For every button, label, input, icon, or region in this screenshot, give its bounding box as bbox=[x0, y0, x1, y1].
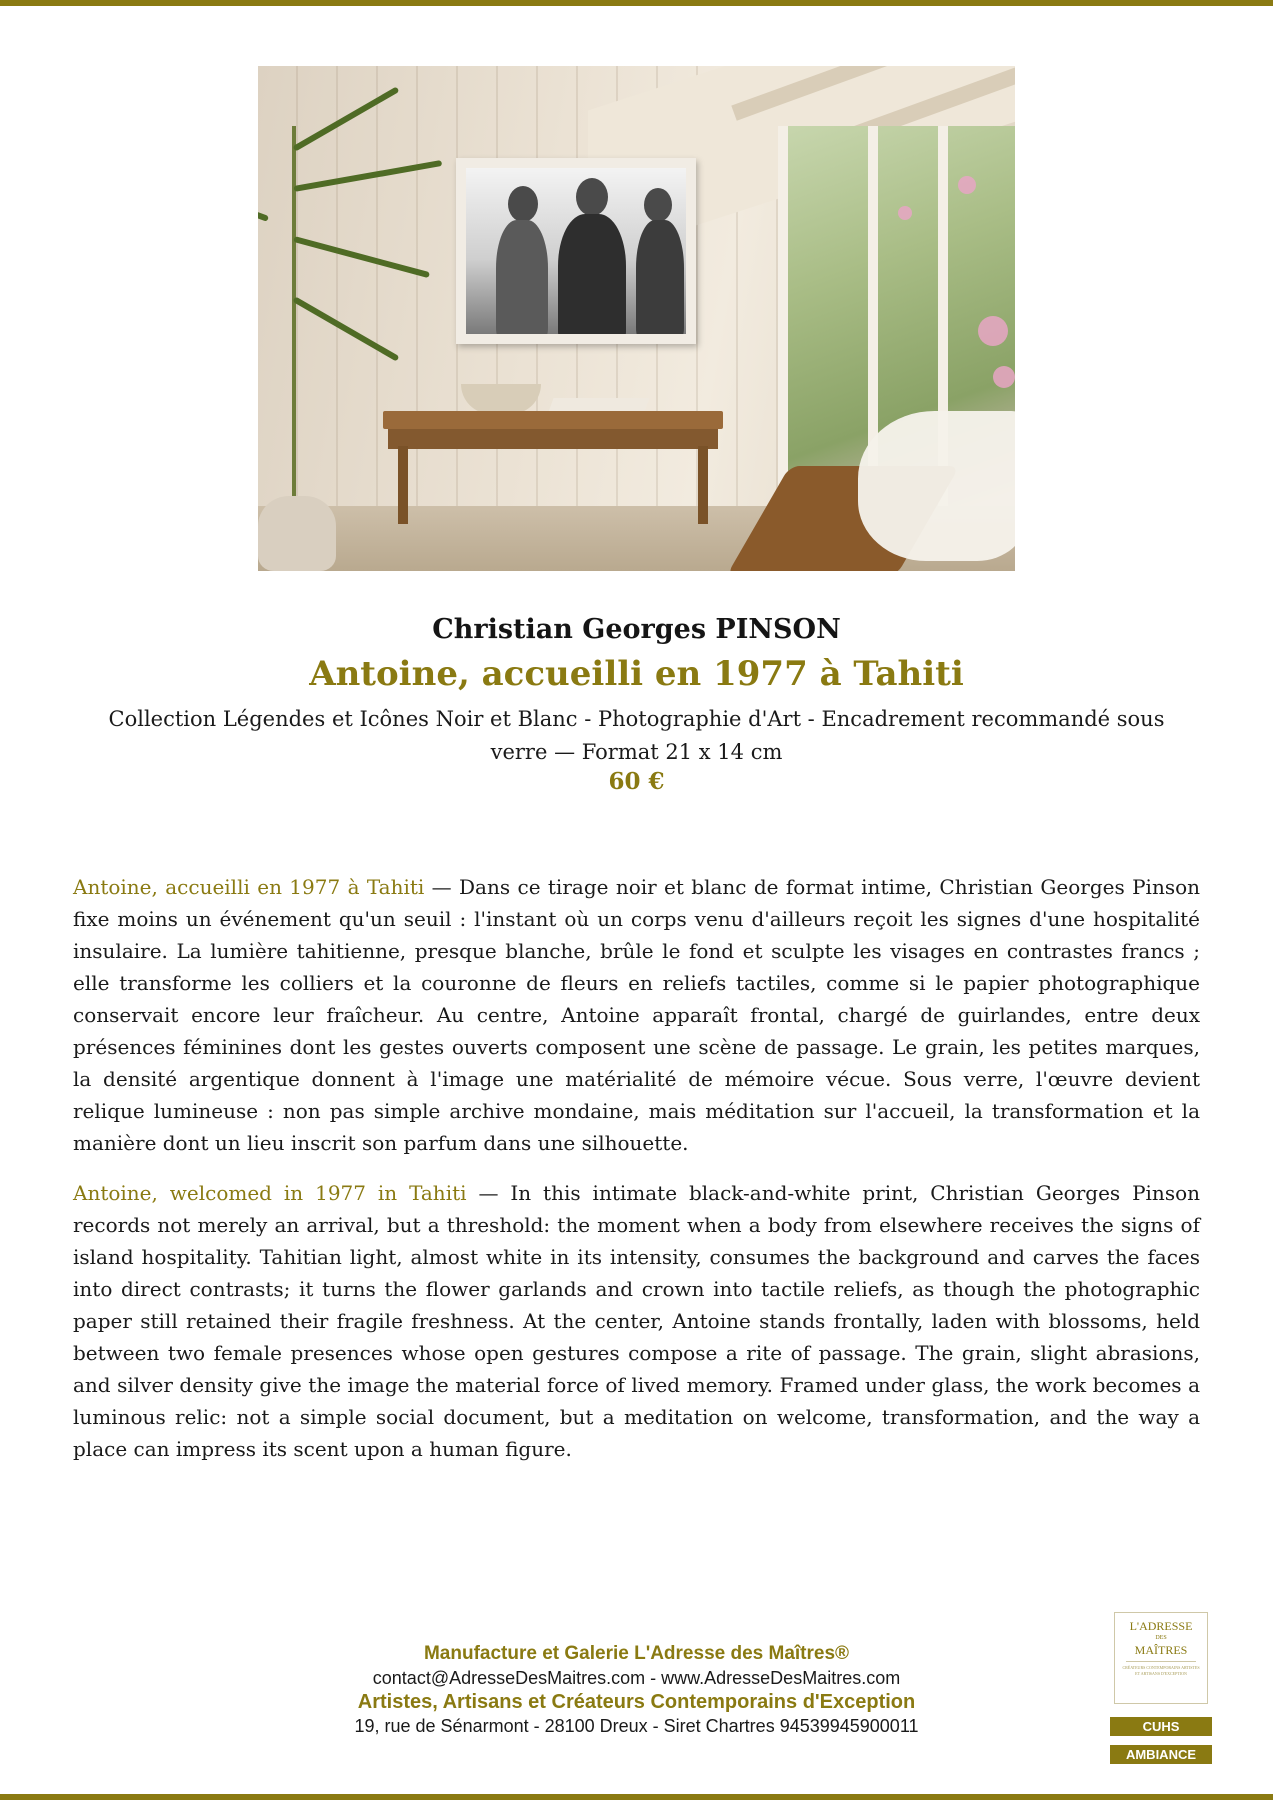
blossom bbox=[898, 206, 912, 220]
logo-divider bbox=[1126, 1661, 1196, 1662]
palm-stem bbox=[292, 126, 296, 506]
gallery-logo bbox=[1114, 1612, 1208, 1704]
blossom bbox=[993, 366, 1015, 388]
description-english-lead: Antoine, welcomed in 1977 in Tahiti bbox=[73, 1181, 467, 1205]
plant-pot bbox=[258, 496, 336, 571]
portrait-figure bbox=[558, 214, 626, 334]
portrait-head bbox=[576, 178, 608, 216]
bottom-accent-bar bbox=[0, 1794, 1273, 1800]
tag-ambiance: AMBIANCE bbox=[1110, 1745, 1212, 1764]
description-french bbox=[73, 871, 1200, 1159]
open-book bbox=[548, 398, 649, 412]
tag-cuhs: CUHS bbox=[1110, 1717, 1212, 1736]
logo-line-4: CRÉATEURS CONTEMPORAINS ARTISTES ET ARTISANS D'EXCEPTION bbox=[1122, 1665, 1200, 1676]
black-and-white-photograph bbox=[466, 168, 686, 334]
description-english-text: — In this intimate black-and-white print, Christian Georges Pinson records not merely an arrival, but a threshold: the moment when a body from elsewhere receives the signs of island hospitality. Tahitian light, almost white in its intensity, consumes the background and carves the faces into direct contrasts; it turns the flower garlands and crown into tactile reliefs, as though the photographic paper still retained their fragile freshness. At the center, Antoine stands frontally, laden with blossoms, held between two female presences whose open gestures compose a rite of passage. The grain, slight abrasions, and silver density give the image the material force of lived memory. Framed under glass, the work becomes a luminous relic: not a simple social document, but a meditation on welcome, transformation, and the way a place can impress its scent upon a human figure. bbox=[73, 1181, 1201, 1461]
artwork-subtitle: Collection Légendes et Icônes Noir et Blanc - Photographie d'Art - Encadrement recommandé sous verre — Format 21 x 14 cm bbox=[108, 707, 1165, 764]
top-accent-bar bbox=[0, 0, 1273, 6]
gallery-name: Manufacture et Galerie L'Adresse des Maîtres® bbox=[423, 1643, 850, 1664]
logo-line-3: MAÎTRES bbox=[1134, 1643, 1188, 1657]
table-leg bbox=[698, 446, 708, 524]
table-leg bbox=[398, 446, 408, 524]
blossom bbox=[978, 316, 1008, 346]
address-line: 19, rue de Sénarmont - 28100 Dreux - Siret Chartres 94539945900011 bbox=[354, 1716, 919, 1736]
hero-photo bbox=[258, 66, 1015, 571]
artist-name: Christian Georges PINSON bbox=[432, 614, 841, 645]
contact-line: contact@AdresseDesMaitres.com - www.AdresseDesMaitres.com bbox=[372, 1668, 901, 1688]
portrait-figure bbox=[496, 220, 548, 334]
portrait-head bbox=[508, 186, 538, 222]
fur-throw bbox=[858, 411, 1015, 561]
description-french-text: — Dans ce tirage noir et blanc de format intime, Christian Georges Pinson fixe moins un événement qu'un seuil : l'instant où un corps venu d'ailleurs reçoit les signes d'une hospitalité insulaire. La lumière tahitienne, presque blanche, brûle le fond et sculpte les visages en contrastes francs ; elle transforme les colliers et la couronne de fleurs en reliefs tactiles, comme si le papier photographique conservait encore leur fraîcheur. Au centre, Antoine apparaît frontal, chargé de guirlandes, entre deux présences féminines dont les gestes ouverts composent une scène de passage. Le grain, les petites marques, la densité argentique donnent à l'image une matérialité de mémoire vécue. Sous verre, l'œuvre devient relique lumineuse : non pas simple archive mondaine, mais méditation sur l'accueil, la transformation et la manière dont un lieu inscrit son parfum dans une silhouette. bbox=[73, 875, 1201, 1155]
price: 60 € bbox=[608, 768, 665, 795]
logo-line-2: DES bbox=[1155, 1635, 1167, 1641]
portrait-head bbox=[644, 188, 672, 222]
table-apron bbox=[388, 429, 718, 449]
portrait-figure bbox=[636, 220, 684, 334]
footer bbox=[0, 1642, 1273, 1738]
logo-line-1: L'ADRESSE bbox=[1129, 1619, 1193, 1633]
description-english bbox=[73, 1177, 1200, 1465]
artwork-title: Antoine, accueilli en 1977 à Tahiti bbox=[309, 654, 964, 694]
blossom bbox=[958, 176, 976, 194]
console-table bbox=[383, 411, 723, 429]
gallery-tagline: Artistes, Artisans et Créateurs Contemporains d'Exception bbox=[357, 1691, 916, 1713]
description-french-lead: Antoine, accueilli en 1977 à Tahiti bbox=[73, 875, 425, 899]
